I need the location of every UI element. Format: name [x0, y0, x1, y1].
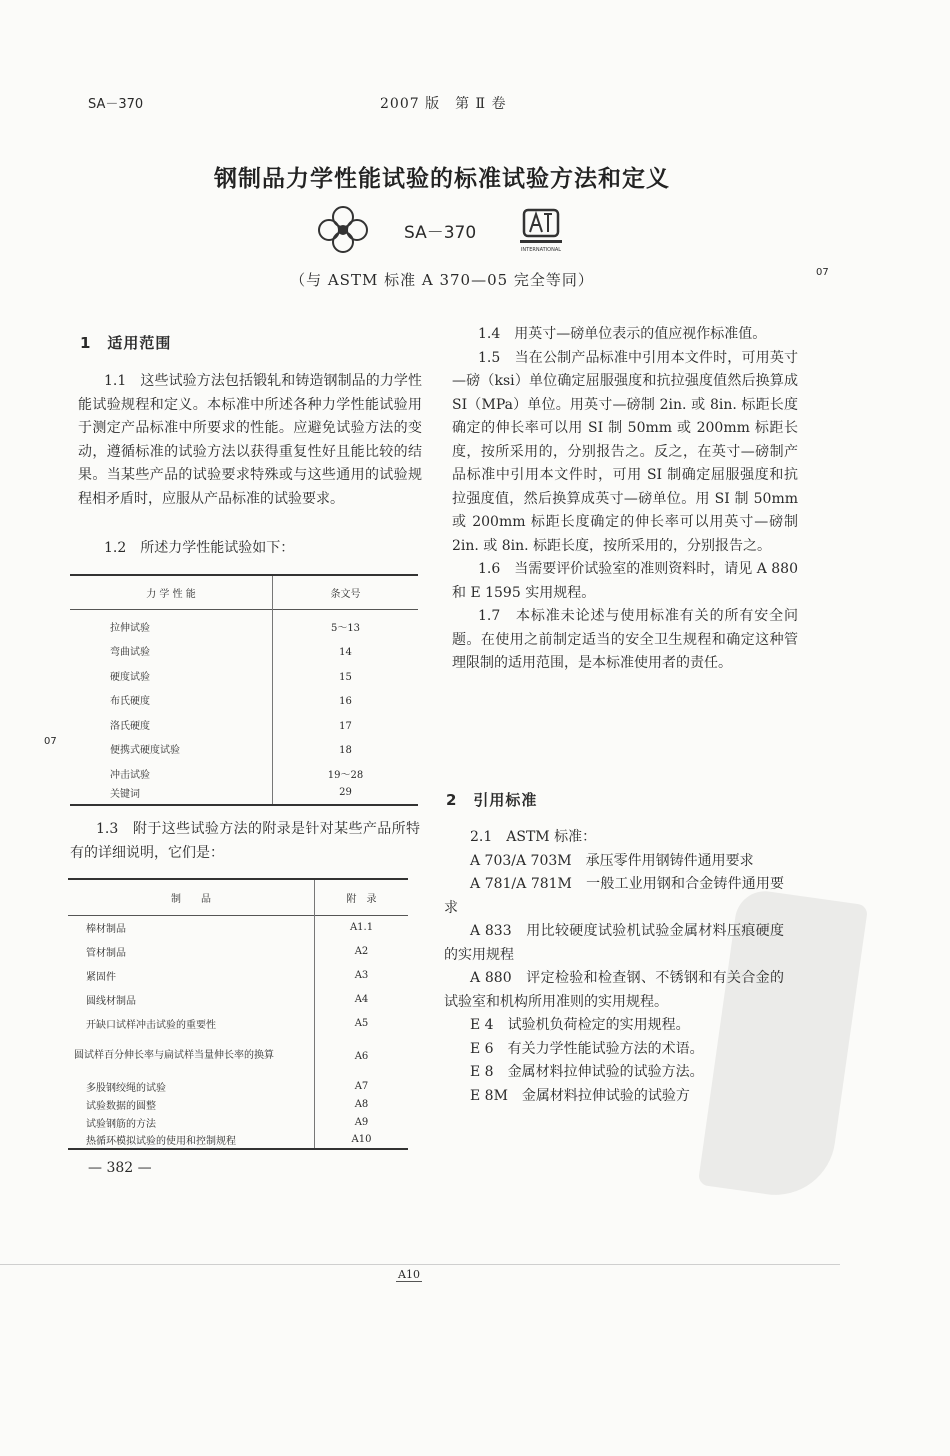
table-header-row: [70, 575, 418, 609]
paragraph-1-5: 1.5 当在公制产品标准中引用本文件时，可用英寸—磅（ksi）单位确定屈服强度和抗拉强度值然后换算成 SI（MPa）单位。用英寸—磅制 2in. 或 8in. 标距长度确定的伸长率可以用 SI 制 50mm 或 200mm 标距长度，按所采用的，分别报告之。反之，在英寸—磅制产品标准中引用本文件时，可用 SI 制确定屈服强度和抗拉强度值，然后换算成英寸—磅单位。用 SI 制 50mm 或 200mm 标距长度确定的伸长率可以用英寸—磅制 2in. 或 8in. 标距长度，按所采用的，分别报告之。: [452, 349, 798, 554]
table-header-row: [68, 879, 408, 915]
table-cell: 拉伸试验: [70, 609, 273, 634]
table-row: [70, 707, 418, 732]
table-cell: 布氏硬度: [70, 683, 273, 708]
table-row: [70, 634, 418, 659]
paragraph-1-6: 1.6 当需要评价试验室的准则资料时，请见 A 880 和 E 1595 实用规程。: [452, 561, 798, 601]
asme-logo-icon: [316, 205, 370, 253]
table-cell: 弯曲试验: [70, 634, 273, 659]
side-mark-left: 07: [44, 736, 57, 747]
table-row: [68, 1077, 408, 1095]
standard-code: SA－370: [404, 223, 477, 243]
paragraph-1-3: [70, 818, 420, 865]
table-cell: 圆线材制品: [68, 987, 315, 1011]
table-row: [70, 683, 418, 708]
paragraph-1-7: 1.7 本标准未论述与使用标准有关的所有安全问题。在使用之前制定适当的安全卫生规程和确定这种管理限制的适用范围，是本标准使用者的责任。: [452, 608, 798, 671]
table-cell: 紧固件: [68, 963, 315, 987]
reference-item: A 833 用比较硬度试验机试验金属材料压痕硬度的实用规程: [444, 923, 784, 963]
table-cell: 圆试样百分伸长率与扁试样当量伸长率的换算: [68, 1035, 315, 1077]
table-cell: 17: [339, 720, 352, 732]
page-title: 钢制品力学性能试验的标准试验方法和定义: [214, 166, 670, 192]
paragraph-1-1: [78, 370, 422, 511]
references-list: [444, 826, 784, 1108]
right-column: [452, 323, 798, 676]
paragraph-1-4: 1.4 用英寸—磅单位表示的值应视作标准值。: [478, 326, 767, 342]
table-cell: A6: [354, 1050, 369, 1062]
table-cell: A2: [354, 945, 369, 957]
table-cell: 16: [339, 696, 352, 707]
table-row: [70, 658, 418, 683]
table-cell: A5: [354, 1017, 369, 1029]
paragraph-text: 1.3 附于这些试验方法的附录是针对某些产品所特有的详细说明，它们是：: [70, 821, 420, 861]
table-row: [68, 915, 408, 939]
table-cell: 5～13: [330, 622, 361, 634]
table-row: [68, 1113, 408, 1131]
side-mark-right: 07: [816, 267, 829, 278]
paragraph-text: 1.2 所述力学性能试验如下：: [104, 540, 295, 556]
table-cell: 冲击试验: [70, 756, 273, 781]
table-cell: 管材制品: [68, 939, 315, 963]
table-cell: A10: [351, 1134, 372, 1145]
table-cell: A1.1: [349, 921, 374, 933]
page-number: — 382 —: [88, 1160, 152, 1176]
paragraph-1-2: [78, 537, 422, 561]
header-edition: 2007 版 第 Ⅱ 卷: [380, 96, 507, 112]
table-cell: 硬度试验: [70, 658, 273, 683]
bottom-label: A10: [398, 1268, 420, 1281]
table-cell: 19～28: [327, 769, 364, 781]
table-row: [68, 963, 408, 987]
table-cell: 15: [339, 671, 352, 683]
table-cell: 便携式硬度试验: [70, 732, 273, 757]
annex-table: [68, 878, 408, 1150]
reference-item: A 880 评定检验和检查钢、不锈钢和有关合金的试验室和机构所用准则的实用规程。: [444, 970, 784, 1010]
table-row: [68, 939, 408, 963]
table-header-cell: 附 录: [346, 893, 377, 905]
table-cell: 18: [339, 745, 352, 756]
reference-item: A 781/A 781M 一般工业用钢和合金铸件通用要求: [444, 876, 784, 916]
table-cell: 29: [339, 786, 352, 798]
table-cell: A7: [354, 1080, 369, 1092]
table-row: [70, 756, 418, 781]
table-row: [68, 1095, 408, 1113]
identical-note: （与 ASTM 标准 A 370—05 完全等同）: [290, 271, 594, 289]
table-row: [68, 1131, 408, 1149]
paragraph-text: 1.1 这些试验方法包括锻轧和铸造钢制品的力学性能试验规程和定义。本标准中所述各种力学性能试验用于测定产品标准中所要求的性能。应避免试验方法的变动，遵循标准的试验方法以获得重复性好且能比较的结果。当某些产品的试验要求特殊或与这些通用的试验规程相矛盾时，应服从产品标准的试验要求。: [78, 373, 422, 507]
reference-item: A 703/A 703M 承压零件用钢铸件通用要求: [470, 852, 754, 869]
table-cell: A9: [354, 1116, 369, 1128]
table-cell: 开缺口试样冲击试验的重要性: [68, 1011, 315, 1035]
reference-item: E 8M 金属材料拉伸试验的试验方: [470, 1087, 690, 1104]
table-row: [70, 781, 418, 806]
astm-logo-text: INTERNATIONAL: [520, 247, 562, 253]
table-cell: 棒材制品: [68, 915, 315, 939]
paragraph-2-1: 2.1 ASTM 标准：: [470, 829, 597, 845]
table-cell: 多股钢绞绳的试验: [68, 1077, 315, 1095]
properties-table: [70, 574, 418, 806]
header-code: SA－370: [88, 97, 144, 112]
section-1-heading: 1 适用范围: [80, 334, 172, 352]
table-header-cell: 力 学 性 能: [70, 575, 273, 609]
table-cell: 热循环模拟试验的使用和控制规程: [68, 1131, 315, 1149]
table-row: [68, 987, 408, 1011]
section-2-heading: 2 引用标准: [446, 791, 538, 809]
reference-item: E 8 金属材料拉伸试验的试验方法。: [470, 1064, 704, 1080]
reference-item: E 6 有关力学性能试验方法的术语。: [470, 1040, 704, 1057]
table-cell: 14: [339, 647, 352, 658]
astm-logo-icon: [514, 206, 568, 254]
reference-item: E 4 试验机负荷检定的实用规程。: [470, 1017, 690, 1033]
table-row: [68, 1011, 408, 1035]
table-header-cell: 条文号: [330, 588, 361, 600]
page-divider: [0, 1264, 840, 1265]
table-row: [68, 1035, 408, 1077]
table-cell: 洛氏硬度: [70, 707, 273, 732]
table-row: [70, 732, 418, 757]
table-cell: A3: [354, 969, 369, 981]
table-cell: 试验钢筋的方法: [68, 1113, 315, 1131]
table-row: [70, 609, 418, 634]
table-cell: A4: [354, 993, 369, 1005]
table-cell: 试验数据的圆整: [68, 1095, 315, 1113]
table-header-cell: 制 品: [68, 879, 315, 915]
table-cell: A8: [354, 1098, 369, 1110]
table-cell: 关键词: [70, 781, 273, 806]
